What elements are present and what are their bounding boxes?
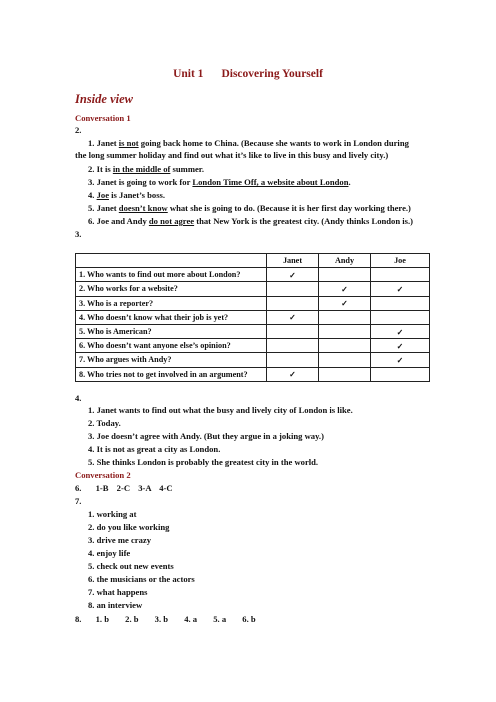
table-check-cell-andy — [319, 282, 371, 296]
table-check-cell-andy — [319, 367, 371, 381]
table-question-cell: 4. Who doesn’t know what their job is yet? — [76, 310, 267, 324]
check-mark-icon: ✓ — [289, 370, 296, 380]
q2-item-3: 3. Janet is going to work for London Time Off, a website about London. — [88, 177, 351, 187]
question-6-answers: 6. 1-B 2-C 3-A 4-C — [75, 483, 173, 493]
table-header-blank — [76, 254, 267, 268]
q4-item-4: 4. It is not as great a city as London. — [88, 444, 221, 454]
table-question-cell: 6. Who doesn’t want anyone else’s opinion? — [76, 339, 267, 353]
conversation-2-heading: Conversation 2 — [75, 470, 131, 480]
section-heading: Inside view — [75, 92, 133, 106]
unit-number: Unit 1 — [173, 68, 204, 80]
table-question-cell: 3. Who is a reporter? — [76, 296, 267, 310]
table-check-cell-janet — [267, 353, 319, 367]
table-check-cell-joe — [371, 268, 430, 282]
page-title — [0, 68, 496, 80]
q2-item-1: 1. Janet is not going back home to China. (Because she wants to work in London during the long summer holiday and find out what it’s like to live in this busy and lively city.) — [75, 138, 409, 160]
table-check-cell-joe — [371, 310, 430, 324]
table-row — [76, 282, 430, 296]
check-mark-icon: ✓ — [289, 313, 296, 323]
question-3-label: 3. — [75, 229, 82, 239]
q7-item-6: 6. the musicians or the actors — [88, 574, 195, 584]
q4-item-1: 1. Janet wants to find out what the busy and lively city of London is like. — [88, 405, 353, 415]
table-check-cell-joe — [371, 367, 430, 381]
q7-item-4: 4. enjoy life — [88, 548, 131, 558]
table-row — [76, 367, 430, 381]
q4-item-5: 5. She thinks London is probably the greatest city in the world. — [88, 457, 319, 467]
table-check-cell-joe — [371, 339, 430, 353]
q7-item-8: 8. an interview — [88, 600, 143, 610]
check-mark-icon: ✓ — [341, 284, 348, 294]
table-row — [76, 339, 430, 353]
table-question-cell: 8. Who tries not to get involved in an argument? — [76, 367, 267, 381]
table-check-cell-andy — [319, 339, 371, 353]
check-mark-icon: ✓ — [396, 355, 404, 365]
check-mark-icon: ✓ — [396, 284, 404, 294]
check-mark-icon: ✓ — [396, 341, 404, 351]
question-2-label: 2. — [75, 125, 82, 135]
table-check-cell-andy — [319, 268, 371, 282]
table-row — [76, 353, 430, 367]
q7-item-5: 5. check out new events — [88, 561, 174, 571]
table-check-cell-andy — [319, 353, 371, 367]
table-check-cell-andy — [319, 296, 371, 310]
check-mark-icon: ✓ — [396, 327, 404, 337]
conversation-1-heading: Conversation 1 — [75, 113, 131, 123]
q4-item-3: 3. Joe doesn’t agree with Andy. (But they argue in a joking way.) — [88, 431, 324, 441]
table-header-row — [76, 254, 430, 268]
table-row — [76, 296, 430, 310]
table-check-cell-janet — [267, 296, 319, 310]
table-question-cell: 1. Who wants to find out more about London? — [76, 268, 267, 282]
q2-item-6: 6. Joe and Andy do not agree that New York is the greatest city. (Andy thinks London is.) — [88, 216, 414, 226]
table-check-cell-janet — [267, 367, 319, 381]
table-check-cell-andy — [319, 324, 371, 338]
table-check-cell-janet — [267, 268, 319, 282]
table-check-cell-joe — [371, 296, 430, 310]
q7-item-3: 3. drive me crazy — [88, 535, 151, 545]
q2-item-5: 5. Janet doesn’t know what she is going to do. (Because it is her first day working there.) — [88, 203, 411, 213]
table-check-cell-andy — [319, 310, 371, 324]
table-header-andy: Andy — [319, 254, 371, 268]
table-header-janet: Janet — [267, 254, 319, 268]
table-check-cell-janet — [267, 339, 319, 353]
q7-item-2: 2. do you like working — [88, 522, 170, 532]
table-check-cell-janet — [267, 282, 319, 296]
unit-name: Discovering Yourself — [221, 68, 323, 80]
table-check-cell-joe — [371, 324, 430, 338]
q7-item-7: 7. what happens — [88, 587, 148, 597]
q4-item-2: 2. Today. — [88, 418, 121, 428]
question-4-label: 4. — [75, 393, 82, 403]
table-check-cell-joe — [371, 282, 430, 296]
table-question-cell: 7. Who argues with Andy? — [76, 353, 267, 367]
check-mark-icon: ✓ — [289, 270, 296, 280]
table-row — [76, 268, 430, 282]
table-check-cell-janet — [267, 310, 319, 324]
q2-item-4: 4. Joe is Janet’s boss. — [88, 190, 166, 200]
table-check-cell-joe — [371, 353, 430, 367]
question-7-label: 7. — [75, 496, 82, 506]
question-8-answers: 8. 1. b 2. b 3. b 4. a 5. a 6. b — [75, 614, 256, 624]
table-check-cell-janet — [267, 324, 319, 338]
table-question-cell: 5. Who is American? — [76, 324, 267, 338]
table-header-joe: Joe — [371, 254, 430, 268]
q2-item-2: 2. It is in the middle of summer. — [88, 164, 204, 174]
table-question-cell: 2. Who works for a website? — [76, 282, 267, 296]
check-mark-icon: ✓ — [341, 299, 348, 309]
table-row — [76, 324, 430, 338]
q7-item-1: 1. working at — [88, 509, 137, 519]
answer-table — [75, 253, 430, 382]
table-row — [76, 310, 430, 324]
